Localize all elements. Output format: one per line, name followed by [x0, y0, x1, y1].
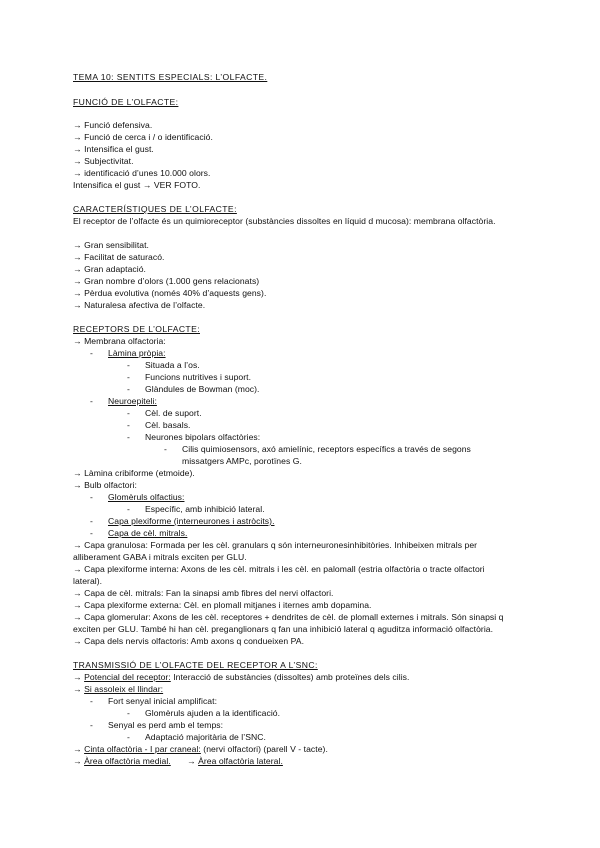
term-text: (nervi olfactori) (parell V - tacte). [200, 744, 328, 754]
paragraph: → Capa plexiforme interna: Axons de les cèl. mitrals i les cèl. en palomall (estria olfactòria o tracte olfactori [73, 564, 485, 574]
term-label: Si assoleix el llindar: [84, 684, 164, 694]
list-item: Cèl. de suport. [145, 408, 202, 418]
list-item: → Pèrdua evolutiva (només 40% d’aquests gens). [73, 288, 267, 298]
bullet-dash: - [127, 408, 130, 418]
section-heading-funcio: FUNCIÓ DE L’OLFACTE: [73, 97, 179, 107]
list-item: Fort senyal inicial amplificat: [108, 696, 218, 706]
list-item: Funcions nutritives i suport. [145, 372, 252, 382]
paragraph: lateral). [73, 576, 103, 586]
list-item: Situada a l’os. [145, 360, 200, 370]
list-item: → Facilitat de saturacó. [73, 252, 165, 262]
section-heading-transmissio: TRANSMISSIÓ DE L’OLFACTE DEL RECEPTOR A L’SNC: [73, 660, 318, 670]
list-item: → Gran adaptació. [73, 264, 146, 274]
list-item: Adaptació majoritària de l’SNC. [145, 732, 266, 742]
list-item: Capa plexiforme (interneurones i astròcits). [108, 516, 275, 526]
list-item: → Subjectivitat. [73, 156, 134, 166]
list-item-continuation: missatgers AMPc, porotïnes G. [182, 456, 302, 466]
paragraph: → Capa plexiforme externa: Cèl. en plomall mitjanes i iternes amb dopamina. [73, 600, 372, 610]
list-item: Glàndules de Bowman (moc). [145, 384, 260, 394]
bullet-dash: - [90, 696, 93, 706]
list-item: Làmina pròpia: [108, 348, 166, 358]
bullet-dash: - [164, 444, 167, 454]
bullet-dash: - [90, 516, 93, 526]
list-item: Específic, amb inhibició lateral. [145, 504, 265, 514]
list-item: Cèl. basals. [145, 420, 191, 430]
document-title: TEMA 10: SENTITS ESPECIALS: L’OLFACTE. [73, 72, 268, 82]
paragraph: → Capa de cèl. mitrals: Fan la sinapsi amb fibres del nervi olfactori. [73, 588, 334, 598]
bullet-dash: - [127, 360, 130, 370]
bullet-dash: - [127, 504, 130, 514]
section-heading-caracteristiques: CARACTERÍSTIQUES DE L’OLFACTE: [73, 204, 237, 214]
list-item: Glomèruls ajuden a la identificació. [145, 708, 281, 718]
term-label: Cinta olfactòria - I par craneal: [84, 744, 201, 754]
list-item: Capa de cèl. mitrals. [108, 528, 188, 538]
list-item-cinta: → Cinta olfactòria - I par craneal: (nervi olfactori) (parell V - tacte). [73, 744, 328, 754]
list-item: → Funció defensiva. [73, 120, 153, 130]
paragraph: exciten per GLU. També hi han cèl. preganglionars q fan una inhibició lateral q aguditza informació olfactòria. [73, 624, 494, 634]
bullet-dash: - [127, 384, 130, 394]
bullet-dash: - [90, 528, 93, 538]
bullet-dash: - [90, 396, 93, 406]
list-item: → Membrana olfactoria: [73, 336, 166, 346]
bullet-dash: - [90, 348, 93, 358]
term-label: Àrea olfactòria medial. [84, 756, 171, 766]
list-item: → Naturalesa afectiva de l’olfacte. [73, 300, 206, 310]
list-item: Intensifica el gust → VER FOTO. [73, 180, 201, 190]
list-item: Neuroepiteli: [108, 396, 157, 406]
paragraph: alliberament GABA i mitrals exciten per GLU. [73, 552, 247, 562]
list-item-area-medial: → Àrea olfactòria medial. [73, 756, 171, 766]
list-item: → Intensifica el gust. [73, 144, 154, 154]
list-item: → Làmina cribiforme (etmoide). [73, 468, 195, 478]
paragraph: → Capa dels nervis olfactoris: Amb axons q condueixen PA. [73, 636, 305, 646]
list-item: Senyal es perd amb el temps: [108, 720, 224, 730]
bullet-dash: - [127, 420, 130, 430]
bullet-dash: - [127, 372, 130, 382]
list-item: → Gran nombre d’olors (1.000 gens relacionats) [73, 276, 260, 286]
list-item: → Funció de cerca i / o identificació. [73, 132, 213, 142]
list-item: Cilis quimiosensors, axó amielínic, receptors específics a través de segons [182, 444, 471, 454]
bullet-dash: - [90, 720, 93, 730]
paragraph: → Capa glomerular: Axons de les cèl. receptores + dendrites de cèl. de plomall externes i mitrals. Són sinapsi q [73, 612, 504, 622]
bullet-dash: - [90, 492, 93, 502]
list-item: → Bulb olfactori: [73, 480, 137, 490]
list-item-llindar: → Si assoleix el llindar: [73, 684, 164, 694]
paragraph: → Capa granulosa: Formada per les cèl. granulars q són interneuronesinhibitòries. Inhibeixen mitrals per [73, 540, 478, 550]
list-item: → Gran sensibilitat. [73, 240, 149, 250]
list-item-area-lateral: → Àrea olfactòria lateral. [187, 756, 283, 766]
list-item-potencial: → Potencial del receptor: Interacció de substàncies (dissoltes) amb proteïnes dels cilis. [73, 672, 410, 682]
bullet-dash: - [127, 432, 130, 442]
bullet-dash: - [127, 708, 130, 718]
bullet-dash: - [127, 732, 130, 742]
list-item: Neurones bipolars olfactòries: [145, 432, 261, 442]
term-label: Potencial del receptor: [84, 672, 171, 682]
list-item: → identificació d’unes 10.000 olors. [73, 168, 211, 178]
term-label: Àrea olfactòria lateral. [198, 756, 283, 766]
section-heading-receptors: RECEPTORS DE L’OLFACTE: [73, 324, 200, 334]
list-item: Glomèruls olfactius: [108, 492, 185, 502]
term-text: Interacció de substàncies (dissoltes) amb proteïnes dels cilis. [170, 672, 410, 682]
paragraph: El receptor de l’olfacte és un quimioreceptor (substàncies dissoltes en líquid d mucosa): membrana olfactòria. [73, 216, 496, 226]
